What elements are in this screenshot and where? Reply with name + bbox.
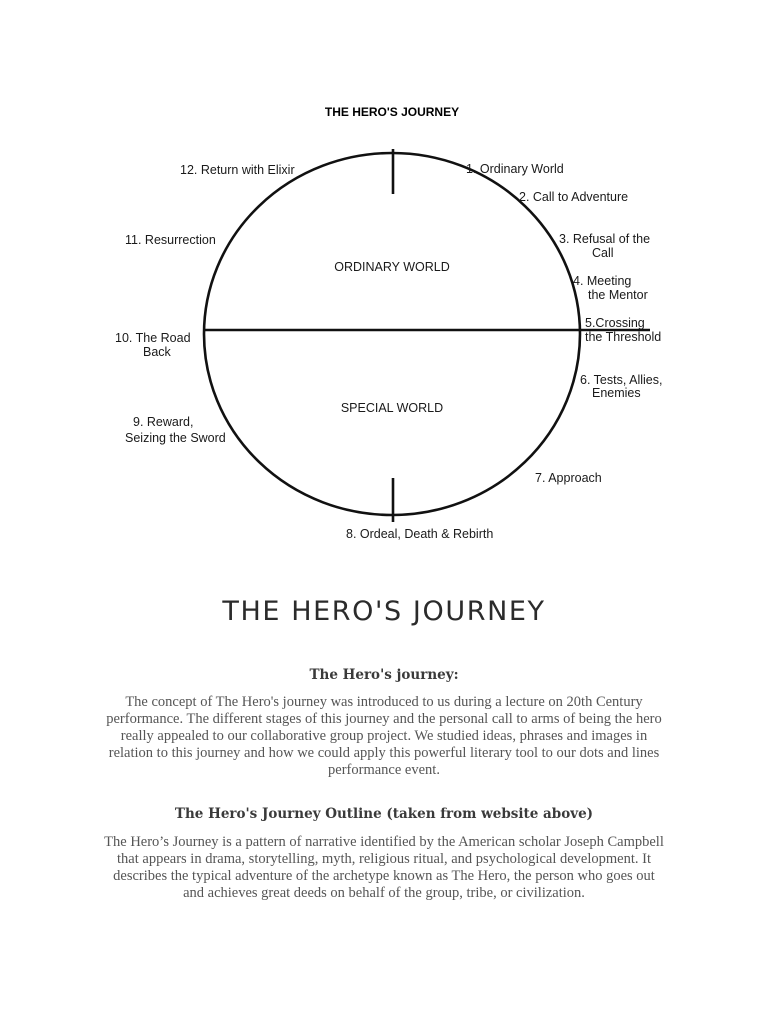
stage-label-1 — [466, 162, 564, 176]
stage-label-9-line-1: 9. Reward, — [133, 415, 194, 429]
stage-label-4-line-1: 4. Meeting — [573, 274, 632, 288]
page-title: THE HERO'S JOURNEY — [222, 596, 546, 627]
stage-label-9 — [125, 415, 226, 445]
section-heading-outline: The Hero's Journey Outline (taken from website above) — [174, 806, 594, 822]
stage-label-11-line-1: 11. Resurrection — [125, 233, 216, 247]
stage-label-2 — [519, 190, 628, 204]
stage-label-10 — [115, 331, 191, 359]
stage-label-12-line-1: 12. Return with Elixir — [180, 163, 295, 177]
stage-label-4-line-2: the Mentor — [588, 288, 648, 302]
stage-label-3-line-2: Call — [592, 246, 614, 260]
stage-label-4 — [573, 274, 648, 302]
outline-paragraph: The Hero’s Journey is a pattern of narrative identified by the American scholar Joseph Campbell that appears in drama, storytelling, myth, religious ritual, and psychological development. It describes the typical adventure of the archetype known as The Hero, the person who goes out and achieves great deeds on behalf of the group, tribe, or civilization. — [104, 834, 664, 901]
stage-label-10-line-1: 10. The Road — [115, 331, 191, 345]
stage-label-6-line-1: 6. Tests, Allies, — [580, 373, 663, 387]
stage-label-12 — [180, 163, 295, 177]
ordinary-world-label: ORDINARY WORLD — [334, 260, 450, 274]
stage-label-11 — [125, 233, 216, 247]
stage-label-1-line-1: 1. Ordinary World — [466, 162, 564, 176]
diagram-title: THE HERO'S JOURNEY — [324, 105, 460, 119]
stage-label-5-line-1: 5.Crossing — [585, 316, 645, 330]
stage-label-10-line-2: Back — [143, 345, 171, 359]
stage-label-8-line-1: 8. Ordeal, Death & Rebirth — [346, 527, 494, 541]
stage-label-6-line-2: Enemies — [592, 386, 641, 400]
stage-label-2-line-1: 2. Call to Adventure — [519, 190, 629, 204]
stage-label-7 — [535, 471, 602, 485]
stage-label-6 — [580, 373, 662, 400]
stage-label-8 — [346, 527, 493, 541]
stage-label-9-line-2: Seizing the Sword — [125, 431, 226, 445]
special-world-label: SPECIAL WORLD — [340, 401, 444, 415]
stage-label-3-line-1: 3. Refusal of the — [559, 232, 651, 246]
stage-label-5 — [585, 316, 661, 344]
stage-label-5-line-2: the Threshold — [585, 330, 662, 344]
section-heading-heros-journey: The Hero's journey: — [309, 667, 459, 683]
stage-label-7-line-1: 7. Approach — [535, 471, 602, 485]
journey-circle — [204, 153, 580, 515]
stage-label-3 — [559, 232, 650, 260]
intro-paragraph: The concept of The Hero's journey was introduced to us during a lecture on 20th Century performance. The different stages of this journey and the personal call to arms of being the hero really appealed to our collaborative group project. We studied ideas, phrases and images in relation to this journey and how we could apply this powerful literary tool to our dots and lines performance event. — [106, 694, 662, 778]
